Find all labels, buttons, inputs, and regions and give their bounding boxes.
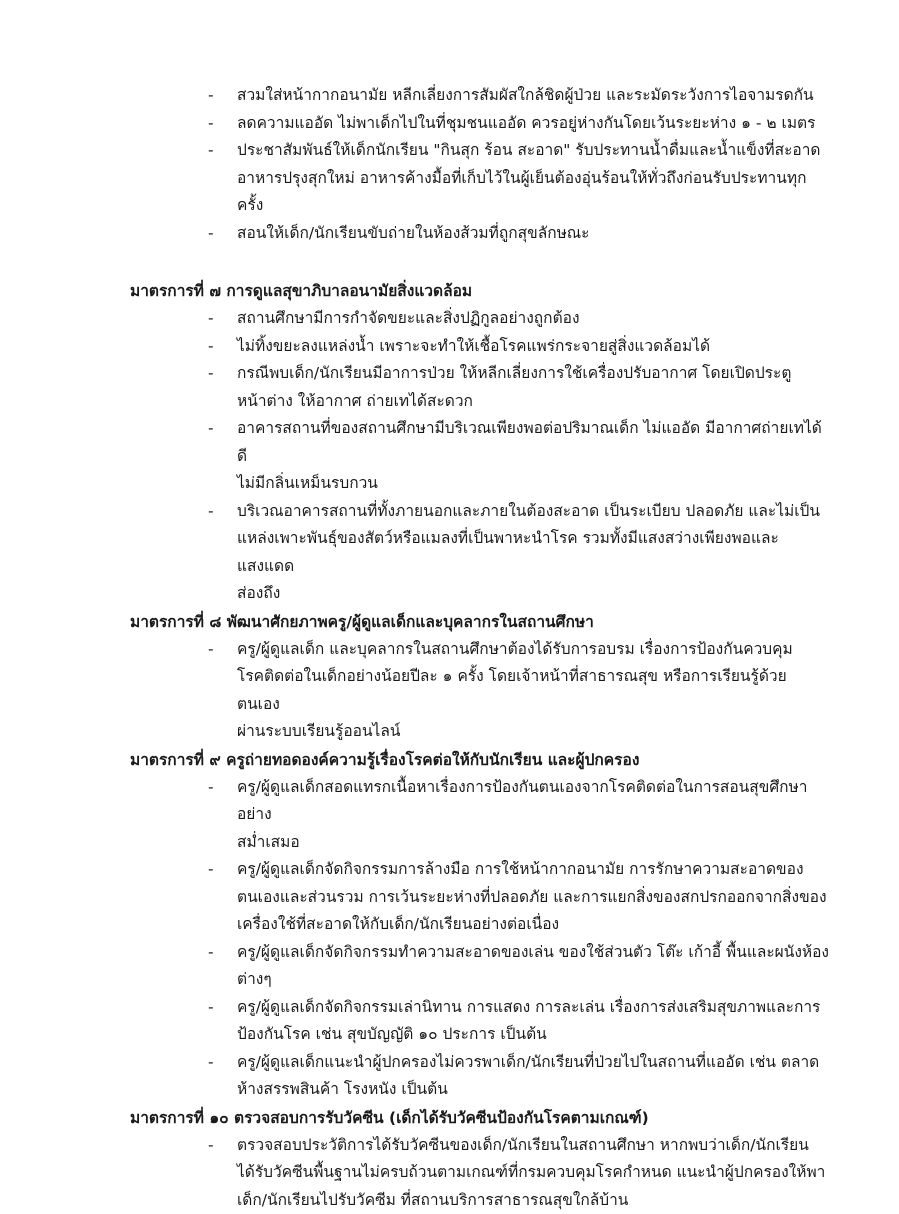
text-line: ได้รับวัคซีนพื้นฐานไม่ครบถ้วนตามเกณฑ์ที่กรมควบคุมโรคกำหนด แนะนำผู้ปกครองให้พา [237,1159,829,1187]
measure-heading: มาตรการที่ ๘ พัฒนาศักยภาพครู/ผู้ดูแลเด็กและบุคลากรในสถานศึกษา [0,608,899,636]
bullet-item [0,939,899,994]
bullet-item [0,110,899,138]
document-body [0,82,899,1214]
text-line: ครู/ผู้ดูแลเด็กแนะนำผู้ปกครองไม่ควรพาเด็ก/นักเรียนที่ป่วยไปในสถานที่แออัด เช่น ตลาด [237,1049,829,1077]
bullet-item [0,305,899,333]
bullet-item [0,636,899,746]
dash-marker: - [208,774,214,802]
text-line: ครู/ผู้ดูแลเด็ก และบุคลากรในสถานศึกษาต้องได้รับการอบรม เรื่องการป้องกันควบคุม [237,636,829,664]
text-line: ครู/ผู้ดูแลเด็กจัดกิจกรรมการล้างมือ การใช้หน้ากากอนามัย การรักษาความสะอาดของ [237,856,829,884]
text-line: ห้างสรรพสินค้า โรงหนัง เป็นต้น [237,1076,829,1104]
text-line: อาหารปรุงสุกใหม่ อาหารค้างมื้อที่เก็บไว้ในผู้เย็นต้องอุ่นร้อนให้ทั่วถึงก่อนรับประทานทุกครั้ง [237,165,829,220]
measure-heading: มาตรการที่ ๙ ครูถ่ายทอดองค์ความรู้เรื่องโรคต่อให้กับนักเรียน และผู้ปกครอง [0,746,899,774]
text-line: เด็ก/นักเรียนไปรับวัคซีม ที่สถานบริการสาธารณสุขใกล้บ้าน [237,1187,829,1214]
text-line: ครู/ผู้ดูแลเด็กจัดกิจกรรมทำความสะอาดของเล่น ของใช้ส่วนตัว โต๊ะ เก้าอี้ พื้นและผนังห้อง [237,939,829,967]
measure-heading: มาตรการที่ ๗ การดูแลสุขาภิบาลอนามัยสิ่งแวดล้อม [0,277,899,305]
dash-marker: - [208,305,214,333]
dash-marker: - [208,1132,214,1160]
bullet-item [0,498,899,608]
text-line: โรคติดต่อในเด็กอย่างน้อยปีละ ๑ ครั้ง โดยเจ้าหน้าที่สาธารณสุข หรือการเรียนรู้ด้วยตนเอง [237,663,829,718]
dash-marker: - [208,856,214,884]
dash-marker: - [208,360,214,388]
text-line: สถานศึกษามีการกำจัดขยะและสิ่งปฏิกูลอย่างถูกต้อง [237,305,829,333]
dash-marker: - [208,498,214,526]
dash-marker: - [208,333,214,361]
text-line: สม่ำเสมอ [237,829,829,857]
text-line: สอนให้เด็ก/นักเรียนขับถ่ายในห้องส้วมที่ถูกสุขลักษณะ [237,220,829,248]
bullet-item [0,994,899,1049]
text-line: ผ่านระบบเรียนรู้ออนไลน์ [237,718,829,746]
bullet-item [0,1132,899,1214]
text-line: ตนเองและส่วนรวม การเว้นระยะห่างที่ปลอดภัย และการแยกสิ่งของสกปรกออกจากสิ่งของ [237,884,829,912]
bullet-item [0,1049,899,1104]
dash-marker: - [208,636,214,664]
measure-heading: มาตรการที่ ๑๐ ตรวจสอบการรับวัคซีน (เด็กได้รับวัคซีนป้องกันโรคตามเกณฑ์) [0,1104,899,1132]
text-line: สวมใส่หน้ากากอนามัย หลีกเลี่ยงการสัมผัสใกล้ชิดผู้ป่วย และระมัดระวังการไอจามรดกัน [237,82,829,110]
text-line: ไม่ทิ้งขยะลงแหล่งน้ำ เพราะจะทำให้เชื้อโรคแพร่กระจายสู่สิ่งแวดล้อมได้ [237,333,829,361]
bullet-item [0,856,899,939]
dash-marker: - [208,1049,214,1077]
dash-marker: - [208,110,214,138]
text-line: เครื่องใช้ที่สะอาดให้กับเด็ก/นักเรียนอย่างต่อเนื่อง [237,911,829,939]
bullet-item [0,333,899,361]
dash-marker: - [208,939,214,967]
text-line: ครู/ผู้ดูแลเด็กสอดแทรกเนื้อหาเรื่องการป้องกันตนเองจากโรคติดต่อในการสอนสุขศึกษาอย่าง [237,774,829,829]
bullet-item [0,774,899,857]
text-line: ป้องกันโรค เช่น สุขบัญญัติ ๑๐ ประการ เป็นต้น [237,1021,829,1049]
bullet-item [0,360,899,415]
text-line: ประชาสัมพันธ์ให้เด็กนักเรียน "กินสุก ร้อน สะอาด" รับประทานน้ำดื่มและน้ำแข็งที่สะอาด [237,137,829,165]
text-line: อาคารสถานที่ของสถานศึกษามีบริเวณเพียงพอต่อปริมาณเด็ก ไม่แออัด มีอากาศถ่ายเทได้ดี [237,415,829,470]
text-line: ส่องถึง [237,580,829,608]
spacer [0,247,899,277]
bullet-item [0,137,899,220]
text-line: ครู/ผู้ดูแลเด็กจัดกิจกรรมเล่านิทาน การแสดง การละเล่น เรื่องการส่งเสริมสุขภาพและการ [237,994,829,1022]
text-line: บริเวณอาคารสถานที่ทั้งภายนอกและภายในต้องสะอาด เป็นระเบียบ ปลอดภัย และไม่เป็น [237,498,829,526]
bullet-item [0,82,899,110]
dash-marker: - [208,137,214,165]
dash-marker: - [208,994,214,1022]
text-line: ตรวจสอบประวัติการได้รับวัคซีนของเด็ก/นักเรียนในสถานศึกษา หากพบว่าเด็ก/นักเรียน [237,1132,829,1160]
text-line: ไม่มีกลิ่นเหม็นรบกวน [237,470,829,498]
text-line: ต่างๆ [237,966,829,994]
bullet-item [0,415,899,498]
dash-marker: - [208,415,214,443]
text-line: แหล่งเพาะพันธุ์ของสัตว์หรือแมลงที่เป็นพาหะนำโรค รวมทั้งมีแสงสว่างเพียงพอและแสงแดด [237,525,829,580]
text-line: กรณีพบเด็ก/นักเรียนมีอาการป่วย ให้หลีกเลี่ยงการใช้เครื่องปรับอากาศ โดยเปิดประตู [237,360,829,388]
text-line: ลดความแออัด ไม่พาเด็กไปในที่ชุมชนแออัด ควรอยู่ห่างกันโดยเว้นระยะห่าง ๑ - ๒ เมตร [237,110,829,138]
text-line: หน้าต่าง ให้อากาศ ถ่ายเทได้สะดวก [237,388,829,416]
dash-marker: - [208,220,214,248]
dash-marker: - [208,82,214,110]
bullet-item [0,220,899,248]
